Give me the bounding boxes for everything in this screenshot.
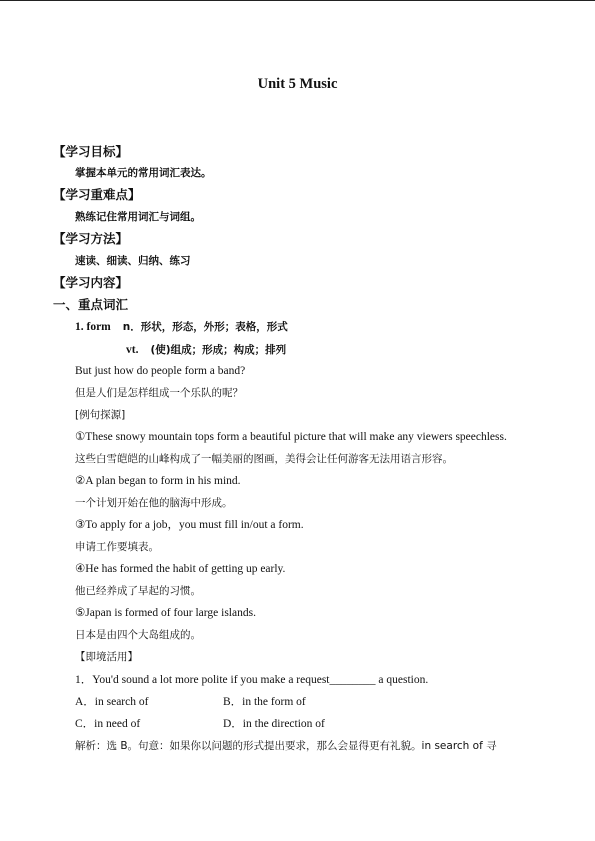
entry-line-verb [126, 343, 286, 357]
practice-question: 1．You'd sound a lot more polite if you make a request________ a question. [75, 674, 429, 686]
sentence-3-zh: 申请工作要填表。 [75, 541, 159, 553]
method-label: 【学习方法】 [53, 231, 129, 246]
option-d: D．in the direction of [223, 718, 325, 730]
page-top-rule [0, 0, 595, 1]
example-zh: 但是人们是怎样组成一个乐队的呢？ [75, 387, 243, 399]
goal-label: 【学习目标】 [53, 144, 129, 159]
example-en: But just how do people form a band? [75, 365, 246, 377]
sentence-3-en: ③To apply for a job，you must fill in/out a form. [75, 519, 304, 531]
option-b: B．in the form of [223, 696, 306, 708]
sentence-2-en: ②A plan began to form in his mind. [75, 475, 241, 487]
key-text: 熟练记住常用词汇与词组。 [75, 211, 201, 223]
practice-label: 【即境活用】 [75, 651, 138, 663]
option-a: A．in search of [75, 696, 149, 708]
analysis-text: 解析：选 B。句意：如果你以问题的形式提出要求，那么会显得更有礼貌。in search of 寻 [75, 740, 497, 752]
entry-word: 1. form [75, 321, 111, 333]
entry-noun-meaning: n．形状，形态，外形；表格，形式 [122, 321, 288, 333]
vocab-heading: 一、重点词汇 [53, 297, 129, 312]
probe-label: [例句探源] [75, 409, 126, 421]
sentence-4-zh: 他已经养成了早起的习惯。 [75, 585, 201, 597]
entry-line-noun [75, 320, 288, 334]
sentence-1-zh: 这些白雪皑皑的山峰构成了一幅美丽的图画，美得会让任何游客无法用语言形容。 [75, 453, 453, 465]
sentence-2-zh: 一个计划开始在他的脑海中形成。 [75, 497, 233, 509]
sentence-1-en: ①These snowy mountain tops form a beautiful picture that will make any viewers speechless. [75, 431, 507, 443]
page-title: Unit 5 Music [257, 76, 338, 92]
sentence-4-en: ④He has formed the habit of getting up early. [75, 563, 286, 575]
sentence-5-zh: 日本是由四个大岛组成的。 [75, 629, 201, 641]
key-label: 【学习重难点】 [53, 187, 141, 202]
entry-verb-meaning: (使)组成；形成；构成；排列 [150, 344, 287, 356]
method-text: 速读、细读、归纳、练习 [75, 255, 191, 267]
content-label: 【学习内容】 [53, 275, 129, 290]
entry-vt-label: vt. [126, 344, 139, 356]
option-c: C．in need of [75, 718, 141, 730]
goal-text: 掌握本单元的常用词汇表达。 [75, 167, 212, 179]
sentence-5-en: ⑤Japan is formed of four large islands. [75, 607, 256, 619]
